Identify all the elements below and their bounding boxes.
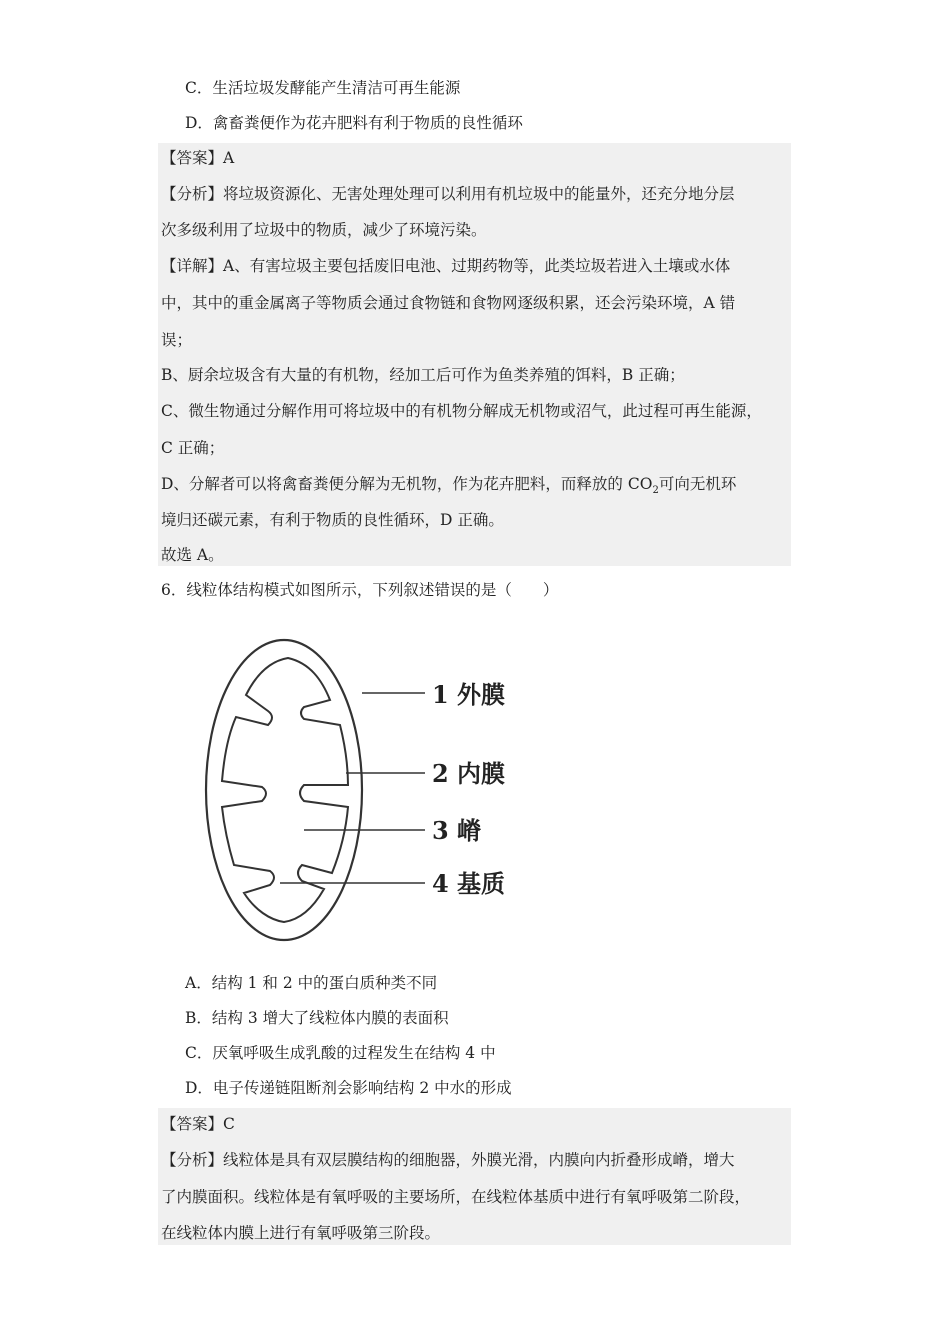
detail-text: 可向无机环 xyxy=(658,475,737,493)
analysis-line: 在线粒体内膜上进行有氧呼吸第三阶段。 xyxy=(161,1224,441,1242)
diagram-label-2: 2 内膜 xyxy=(432,759,506,788)
detail-line: 中，其中的重金属离子等物质会通过食物链和食物网逐级积累，还会污染环境，A 错 xyxy=(161,294,736,312)
detail-line: 【详解】A、有害垃圾主要包括废旧电池、过期药物等，此类垃圾若进入土壤或水体 xyxy=(161,257,731,275)
option-d: D．禽畜粪便作为花卉肥料有利于物质的良性循环 xyxy=(185,114,523,132)
outer-membrane xyxy=(206,640,362,940)
detail-line xyxy=(161,474,736,501)
detail-line: 境归还碳元素，有利于物质的良性循环，D 正确。 xyxy=(161,511,504,529)
option-c: C．生活垃圾发酵能产生清洁可再生能源 xyxy=(185,79,461,97)
analysis-line: 次多级利用了垃圾中的物质，减少了环境污染。 xyxy=(161,221,487,239)
option-a: A．结构 1 和 2 中的蛋白质种类不同 xyxy=(185,974,438,992)
detail-text: D、分解者可以将禽畜粪便分解为无机物，作为花卉肥料，而释放的 CO xyxy=(161,475,653,493)
option-c: C．厌氧呼吸生成乳酸的过程发生在结构 4 中 xyxy=(185,1044,496,1062)
analysis-line: 【分析】线粒体是具有双层膜结构的细胞器，外膜光滑，内膜向内折叠形成嵴，增大 xyxy=(161,1151,735,1169)
answer-label: 【答案】C xyxy=(161,1115,235,1133)
detail-line: C、微生物通过分解作用可将垃圾中的有机物分解成无机物或沼气，此过程可再生能源， xyxy=(161,402,762,420)
option-b: B．结构 3 增大了线粒体内膜的表面积 xyxy=(185,1009,449,1027)
conclusion-line: 故选 A。 xyxy=(161,546,224,564)
analysis-line: 了内膜面积。线粒体是有氧呼吸的主要场所，在线粒体基质中进行有氧呼吸第二阶段， xyxy=(161,1188,751,1206)
option-d: D．电子传递链阻断剂会影响结构 2 中水的形成 xyxy=(185,1079,512,1097)
answer-panel-q5 xyxy=(158,143,791,566)
detail-line: 误； xyxy=(161,331,193,349)
question-stem: 6．线粒体结构模式如图所示，下列叙述错误的是（ ） xyxy=(161,581,559,599)
diagram-label-4: 4 基质 xyxy=(432,869,506,898)
diagram-label-3: 3 嵴 xyxy=(432,816,482,845)
diagram-label-1: 1 外膜 xyxy=(432,680,506,709)
detail-line: C 正确； xyxy=(161,439,225,457)
analysis-line: 【分析】将垃圾资源化、无害处理处理可以利用有机垃圾中的能量外，还充分地分层 xyxy=(161,185,735,203)
answer-label: 【答案】A xyxy=(161,149,235,167)
subscript: 2 xyxy=(652,485,659,497)
mitochondria-diagram xyxy=(200,625,540,955)
detail-line: B、厨余垃圾含有大量的有机物，经加工后可作为鱼类养殖的饵料，B 正确； xyxy=(161,366,685,384)
